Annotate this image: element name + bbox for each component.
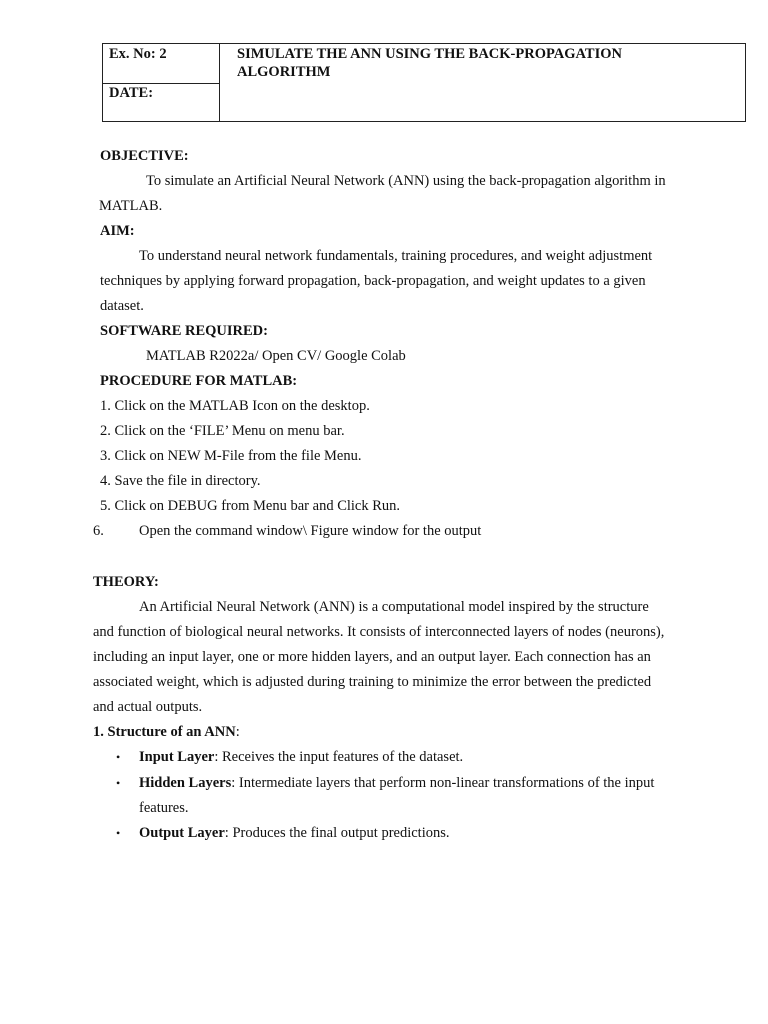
theory-heading: THEORY: (93, 574, 159, 590)
theory-paragraph-line: including an input layer, one or more hidden layers, and an output layer. Each connection has an (93, 649, 651, 665)
bullet-continuation: features. (139, 800, 189, 816)
date-label: DATE: (109, 85, 154, 101)
software-heading: SOFTWARE REQUIRED: (100, 323, 268, 339)
theory-paragraph-line: and actual outputs. (93, 699, 203, 715)
structure-heading (93, 723, 240, 741)
ex-no-label: Ex. No: 2 (109, 46, 167, 62)
experiment-title-line1: SIMULATE THE ANN USING THE BACK-PROPAGATION (237, 46, 622, 62)
objective-text-line2: MATLAB. (99, 198, 163, 214)
theory-paragraph-line: associated weight, which is adjusted during training to minimize the error between the predicted (93, 674, 652, 690)
aim-text-line2: techniques by applying forward propagation, back-propagation, and weight updates to a given (100, 273, 646, 289)
bullet-icon: • (116, 826, 121, 840)
aim-heading: AIM: (100, 223, 135, 239)
bullet-term: Input Layer (139, 749, 215, 765)
aim-text-line3: dataset. (100, 298, 144, 314)
procedure-step: 5. Click on DEBUG from Menu bar and Click Run. (100, 498, 401, 514)
procedure-step: 3. Click on NEW M-File from the file Menu. (100, 448, 362, 464)
procedure-step: 1. Click on the MATLAB Icon on the desktop. (100, 398, 370, 414)
bullet-icon: • (116, 750, 121, 764)
procedure-step: 2. Click on the ‘FILE’ Menu on menu bar. (100, 423, 345, 439)
bullet-term: Output Layer (139, 825, 225, 841)
experiment-title-line2: ALGORITHM (237, 64, 331, 80)
bullet-text: : Receives the input features of the dataset. (214, 749, 464, 765)
theory-paragraph-line: An Artificial Neural Network (ANN) is a computational model inspired by the structure (139, 599, 649, 615)
bullet-icon: • (116, 776, 121, 790)
bullet-item-hidden-layers (139, 774, 654, 792)
bullet-text: : Produces the final output predictions. (224, 825, 450, 841)
procedure-step6-number: 6. (93, 523, 104, 539)
structure-heading-text: 1. Structure of an ANN (93, 724, 236, 740)
software-value: MATLAB R2022a/ Open CV/ Google Colab (146, 348, 406, 364)
bullet-item-input-layer (139, 748, 463, 766)
bullet-term: Hidden Layers (139, 775, 232, 791)
bullet-item-output-layer (139, 824, 450, 842)
procedure-step: 4. Save the file in directory. (100, 473, 261, 489)
procedure-heading: PROCEDURE FOR MATLAB: (100, 373, 298, 389)
objective-heading: OBJECTIVE: (100, 148, 189, 164)
aim-text-line1: To understand neural network fundamentals, training procedures, and weight adjustment (139, 248, 653, 264)
bullet-text: : Intermediate layers that perform non-linear transformations of the input (231, 775, 655, 791)
objective-text-line1: To simulate an Artificial Neural Network (ANN) using the back-propagation algorithm in (146, 173, 666, 189)
structure-heading-colon: : (235, 724, 240, 740)
theory-paragraph-line: and function of biological neural networks. It consists of interconnected layers of nodes (neurons), (93, 624, 665, 640)
procedure-step6-text: Open the command window\ Figure window for the output (139, 523, 482, 539)
